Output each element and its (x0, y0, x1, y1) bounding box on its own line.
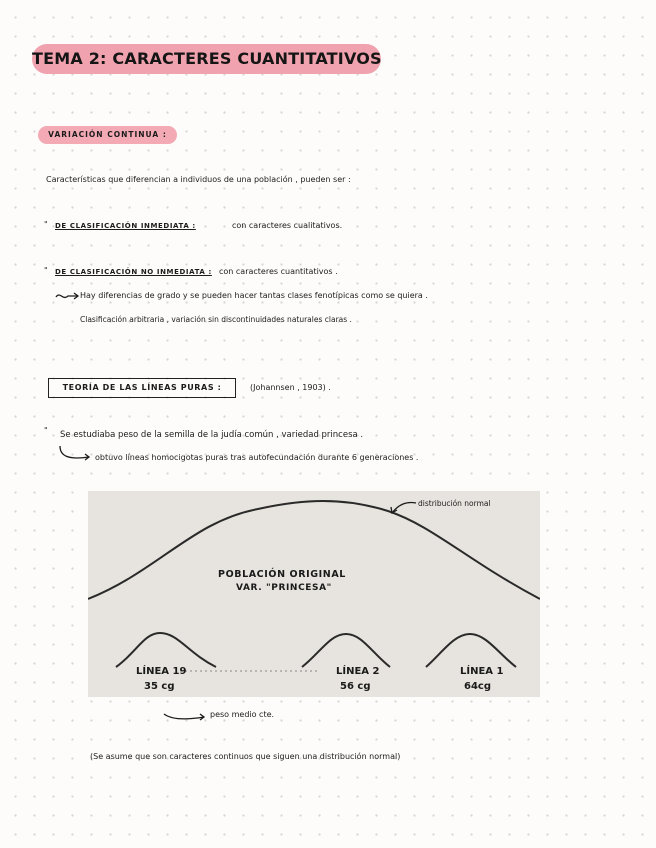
line1-weight: 64cg (464, 681, 492, 692)
footnote: (Se asume que son caracteres continuos que siguen una distribución normal) (90, 752, 401, 761)
item2-detail-2: Clasificación arbitraria , variación sin discontinuidades naturales claras . (80, 315, 352, 324)
bullet-marker: " (44, 220, 48, 229)
distribution-annotation: distribución normal (418, 499, 491, 508)
line2-name: LÍNEA 2 (336, 666, 380, 677)
page-title: TEMA 2: CARACTERES CUANTITATIVOS (32, 44, 381, 74)
line1-name: LÍNEA 1 (460, 666, 504, 677)
population-label-2: VAR. "PRINCESA" (236, 583, 332, 593)
line2-curve (302, 634, 390, 667)
theory-citation: (Johannsen , 1903) . (250, 383, 331, 392)
line19-curve (116, 633, 216, 667)
annotation-arrow-icon (386, 495, 420, 517)
bullet-marker: " (44, 266, 48, 275)
line19-name: LÍNEA 19 (136, 666, 187, 677)
curved-arrow-icon (54, 289, 80, 303)
curved-arrow-icon (162, 708, 208, 724)
item2-detail: Hay diferencias de grado y se pueden hacer tantas clases fenotípicas como se quiera . (80, 291, 428, 300)
population-label-1: POBLACIÓN ORIGINAL (218, 569, 346, 580)
item2-label: DE CLASIFICACIÓN NO INMEDIATA : (55, 268, 212, 276)
curved-arrow-icon (56, 444, 92, 464)
intro-text: Características que diferencian a individuos de una población , pueden ser : (46, 175, 351, 184)
study-line-1: Se estudiaba peso de la semilla de la judía común , variedad princesa . (60, 430, 364, 440)
item1-label: DE CLASIFICACIÓN INMEDIATA : (55, 222, 196, 230)
distribution-figure (88, 491, 540, 697)
item2-text: con caracteres cuantitativos . (219, 267, 338, 276)
theory-box: TEORÍA DE LAS LÍNEAS PURAS : (48, 378, 236, 398)
bullet-marker: " (44, 426, 48, 435)
study-line-2: obtuvo líneas homocigotas puras tras autofecundación durante 6 generaciones . (95, 453, 419, 462)
line2-weight: 56 cg (340, 681, 371, 692)
line1-curve (426, 634, 516, 667)
item1-text: con caracteres cualitativos. (232, 221, 343, 230)
mean-weight-note: peso medio cte. (210, 710, 275, 719)
section-heading: VARIACIÓN CONTINUA : (38, 126, 177, 144)
line19-weight: 35 cg (144, 681, 175, 692)
